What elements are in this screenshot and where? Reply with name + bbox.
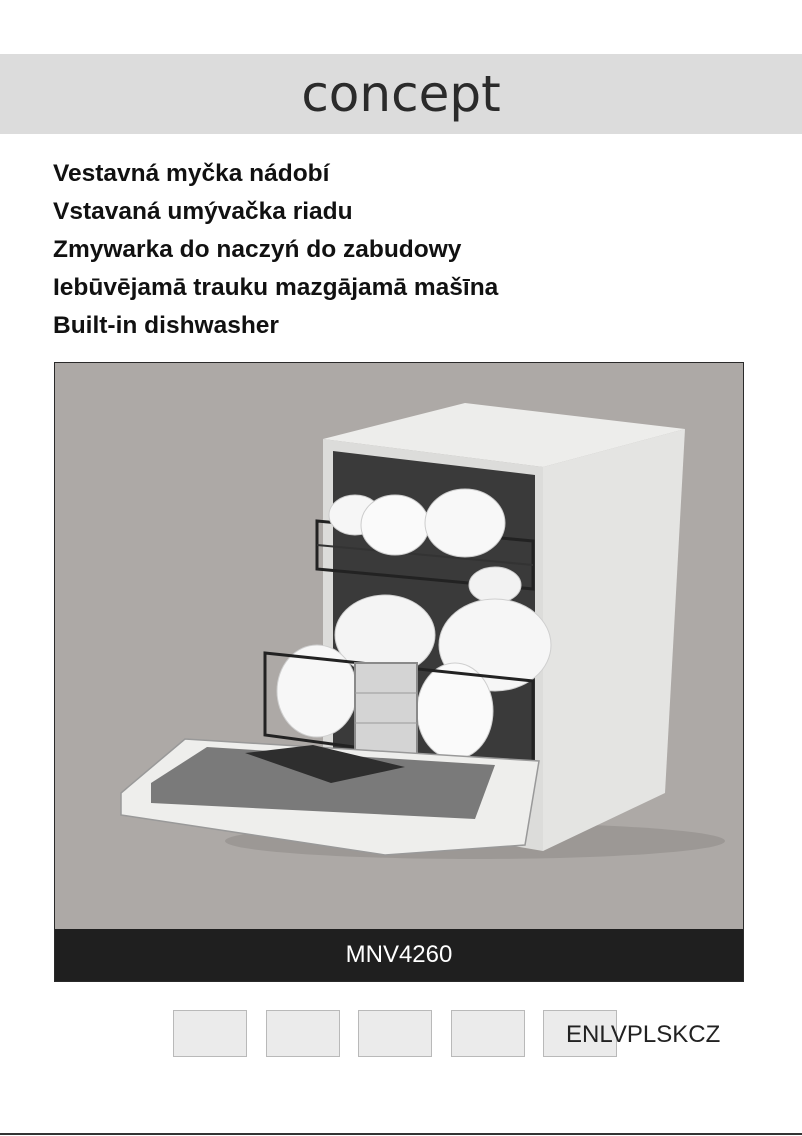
model-number: MNV4260: [345, 941, 453, 968]
title-sk: Vstavaná umývačka riadu: [53, 198, 353, 225]
language-flag-placeholder: [358, 1010, 432, 1057]
language-flag-placeholder: [451, 1010, 525, 1057]
title-pl: Zmywarka do naczyń do zabudowy: [53, 236, 462, 263]
dishwasher-photo: [55, 363, 743, 929]
title-en: Built-in dishwasher: [53, 312, 279, 339]
title-cz: Vestavná myčka nádobí: [53, 160, 330, 187]
model-number-bar: [55, 929, 743, 981]
language-codes: ENLVPLSKCZ: [566, 1021, 721, 1048]
product-photo-frame: [54, 362, 744, 982]
title-lv: Iebūvējamā trauku mazgājamā mašīna: [53, 274, 499, 301]
bottom-divider: [0, 1133, 802, 1135]
language-flag-placeholder: [266, 1010, 340, 1057]
logo-banner: [0, 54, 802, 134]
language-flag-placeholder: [173, 1010, 247, 1057]
product-titles: [53, 155, 498, 345]
brand-logo: concept: [301, 65, 501, 123]
